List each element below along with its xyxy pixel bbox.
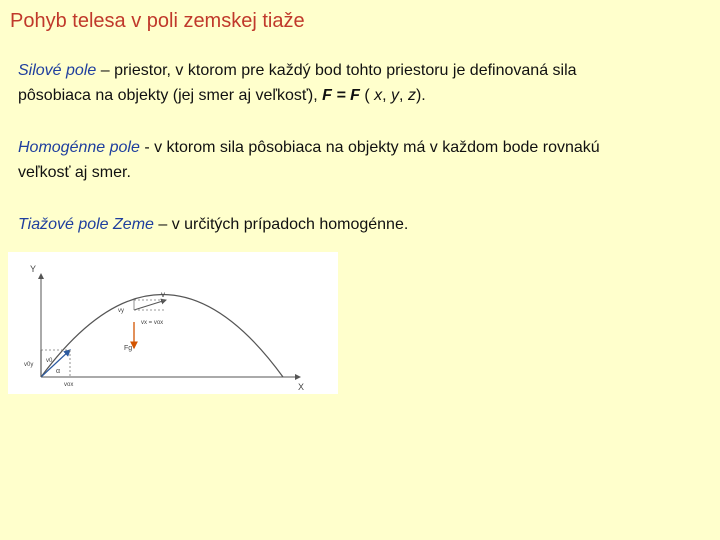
vx-vox-label: vx = vox xyxy=(141,320,164,326)
paragraph-homogeneous-field xyxy=(18,135,698,185)
formula-x: x xyxy=(374,87,383,104)
paragraph-gravity-field xyxy=(18,212,698,237)
term-homogenne-pole: Homogénne pole xyxy=(18,139,140,156)
paragraph-line xyxy=(18,58,698,83)
formula-comma: , xyxy=(382,87,392,104)
alpha-label: α xyxy=(56,368,61,375)
paragraph-line: veľkosť aj smer. xyxy=(18,164,131,181)
paragraph-line xyxy=(18,135,698,160)
formula-y: y xyxy=(391,87,400,104)
velocity-label: v xyxy=(161,290,165,299)
definition-text: pôsobiaca na objekty (jej smer aj veľkosť), xyxy=(18,87,323,104)
formula-z: z xyxy=(407,87,416,104)
paragraph-force-field xyxy=(18,58,698,108)
paragraph-line xyxy=(18,212,698,237)
gravity-force-label: Fg xyxy=(124,345,133,352)
definition-text: – priestor, v ktorom pre každý bod tohto priestoru je definovaná sila xyxy=(96,62,577,79)
formula-force-symbol: F xyxy=(350,87,360,104)
formula-comma: , xyxy=(399,87,408,104)
projectile-diagram xyxy=(8,252,338,394)
velocity-arrow xyxy=(134,300,166,310)
axis-x-label: X xyxy=(298,382,305,392)
term-tiazove-pole: Tiažové pole Zeme xyxy=(18,216,154,233)
definition-text: – v určitých prípadoch homogénne. xyxy=(153,216,409,233)
formula-force-symbol: F xyxy=(322,87,332,104)
term-silove-pole: Silové pole xyxy=(18,62,97,79)
initial-velocity-label: v0 xyxy=(46,358,53,364)
formula-paren: ( xyxy=(359,87,375,104)
axis-y-label: Y xyxy=(30,264,37,274)
projectile-diagram-svg xyxy=(8,252,338,394)
paragraph-line xyxy=(18,83,698,108)
formula-equals: = xyxy=(331,87,351,104)
vy-label: vy xyxy=(118,308,124,314)
trajectory-curve xyxy=(41,295,283,378)
definition-text: - v ktorom sila pôsobiaca na objekty má v každom bode rovnakú xyxy=(139,139,600,156)
vox-label: vox xyxy=(64,382,74,388)
formula-paren: ). xyxy=(415,87,426,104)
slide-title: Pohyb telesa v poli zemskej tiaže xyxy=(10,10,305,32)
voy-label: v0y xyxy=(24,362,34,368)
